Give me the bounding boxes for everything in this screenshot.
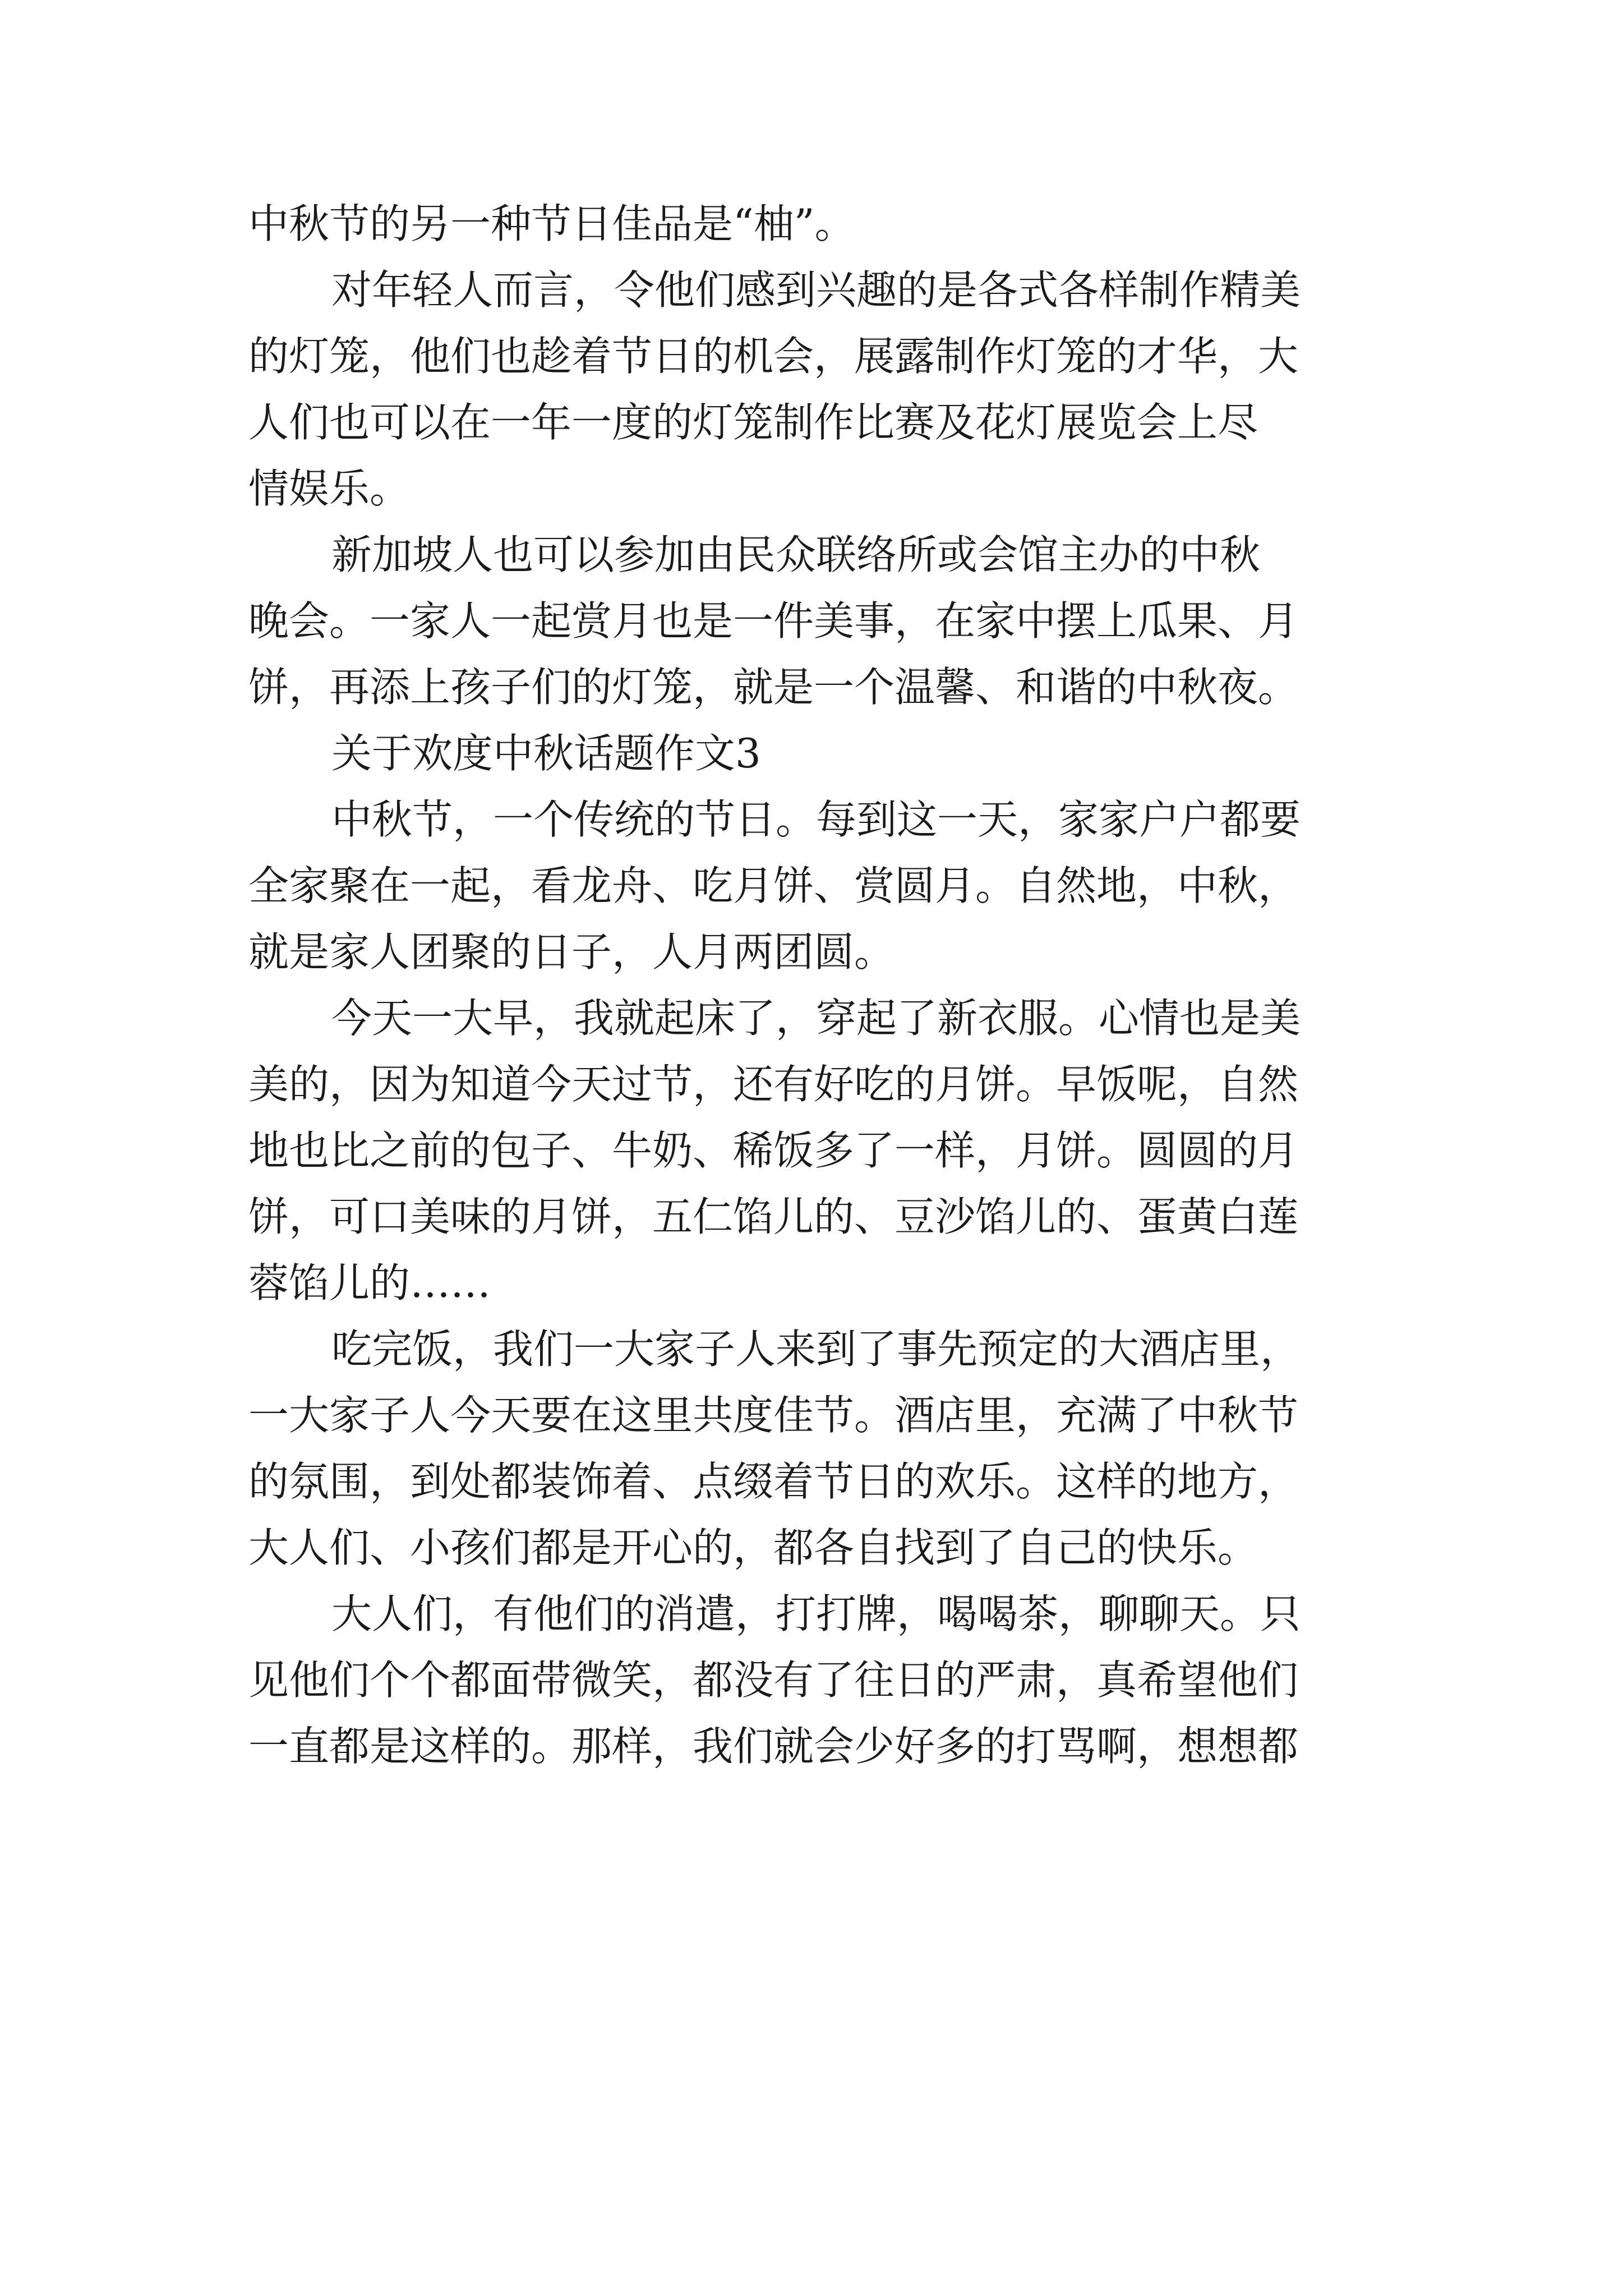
text-line: 晚会。一家人一起赏月也是一件美事，在家中摆上瓜果、月 — [248, 597, 1299, 645]
document-body — [248, 191, 1393, 1779]
paragraph-first-line: 大人们，有他们的消遣，打打牌，喝喝茶，聊聊天。只 — [331, 1590, 1301, 1637]
text-line: 中秋节的另一种节日佳品是“柚”。 — [248, 200, 855, 247]
text-line: 人们也可以在一年一度的灯笼制作比赛及花灯展览会上尽 — [248, 399, 1258, 446]
text-line: 美的，因为知道今天过节，还有好吃的月饼。早饭呢，自然 — [248, 1061, 1299, 1108]
text-line: 的灯笼，他们也趁着节日的机会，展露制作灯笼的才华，大 — [248, 333, 1299, 380]
paragraph-first-line: 今天一大早，我就起床了，穿起了新衣服。心情也是美 — [331, 995, 1301, 1042]
text-line: 全家聚在一起，看龙舟、吃月饼、赏圆月。自然地，中秋， — [248, 862, 1299, 909]
text-line: 见他们个个都面带微笑，都没有了往日的严肃，真希望他们 — [248, 1657, 1299, 1704]
text-line: 蓉馅儿的…… — [248, 1259, 491, 1306]
text-line: 一大家子人今天要在这里共度佳节。酒店里，充满了中秋节 — [248, 1392, 1299, 1439]
text-line: 就是家人团聚的日子，人月两团圆。 — [248, 928, 895, 976]
paragraph-first-line: 新加坡人也可以参加由民众联络所或会馆主办的中秋 — [331, 531, 1261, 578]
paragraph-first-line: 中秋节，一个传统的节日。每到这一天，家家户户都要 — [331, 796, 1301, 843]
text-line: 地也比之前的包子、牛奶、稀饭多了一样，月饼。圆圆的月 — [248, 1127, 1299, 1174]
text-line: 情娱乐。 — [248, 465, 411, 512]
text-line: 一直都是这样的。那样，我们就会少好多的打骂啊，想想都 — [248, 1723, 1299, 1770]
paragraph-first-line: 吃完饭，我们一大家子人来到了事先预定的大酒店里， — [331, 1326, 1301, 1373]
section-heading: 关于欢度中秋话题作文3 — [331, 730, 761, 777]
text-line: 大人们、小孩们都是开心的，都各自找到了自己的快乐。 — [248, 1524, 1258, 1571]
paragraph-first-line: 对年轻人而言，令他们感到兴趣的是各式各样制作精美 — [331, 266, 1301, 314]
text-line: 饼，可口美味的月饼，五仁馅儿的、豆沙馅儿的、蛋黄白莲 — [248, 1193, 1299, 1240]
text-line: 饼，再添上孩子们的灯笼，就是一个温馨、和谐的中秋夜。 — [248, 664, 1299, 711]
text-line: 的氛围，到处都装饰着、点缀着节日的欢乐。这样的地方， — [248, 1458, 1299, 1505]
